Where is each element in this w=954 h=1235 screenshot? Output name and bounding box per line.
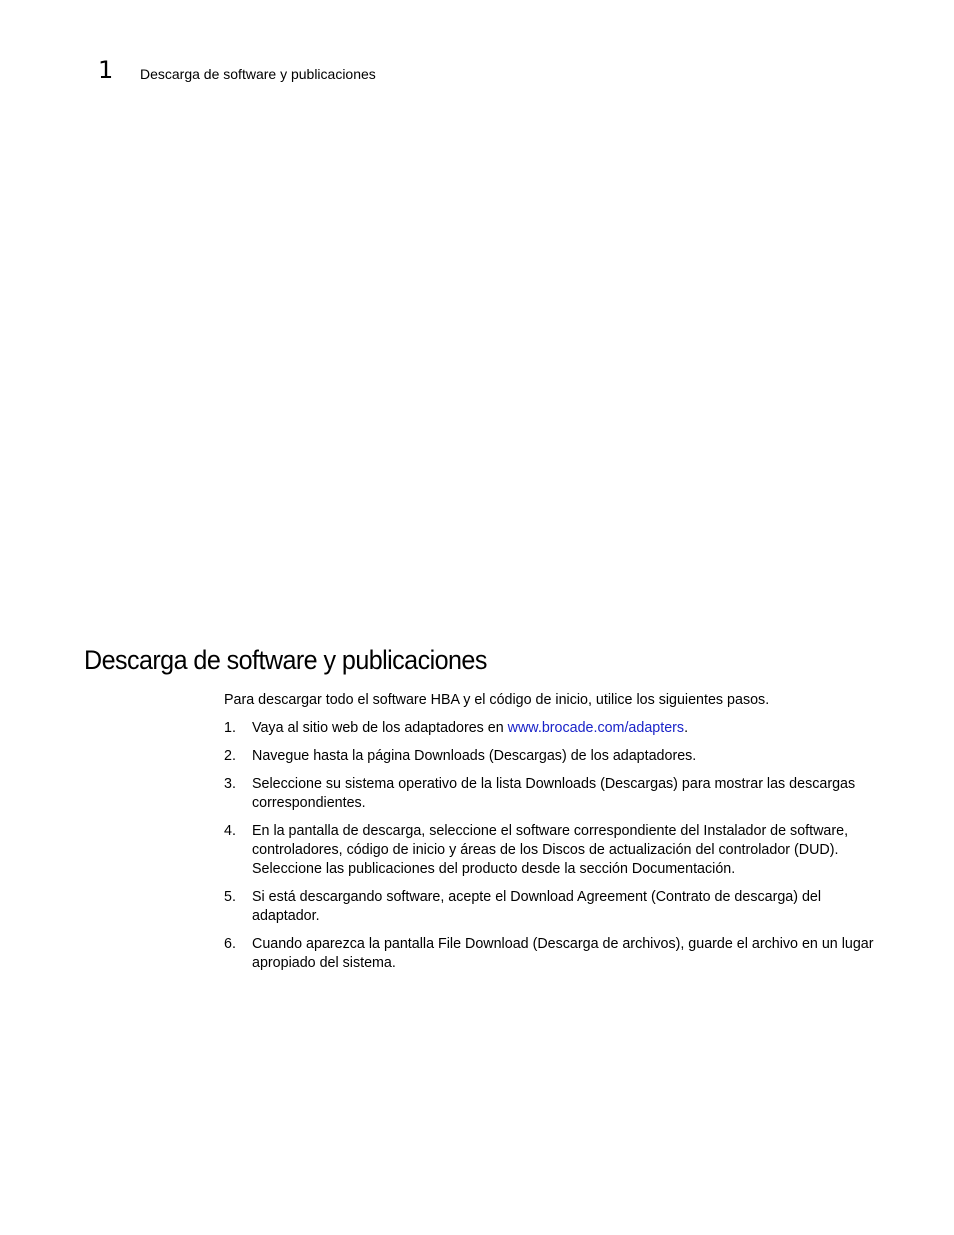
step-text-end: . <box>684 720 689 736</box>
ui-term-downloads: Downloads <box>414 748 485 764</box>
list-item-step-1 <box>224 719 874 738</box>
section-body <box>224 691 874 982</box>
ui-term-file-download: File Download <box>438 936 529 952</box>
step-number: 3. <box>224 776 236 792</box>
step-number: 4. <box>224 823 236 839</box>
list-item-step-5 <box>224 888 874 926</box>
step-text: Vaya al sitio web de los adaptadores en <box>252 720 508 736</box>
step-number: 2. <box>224 748 236 764</box>
section-title: Descarga de software y publicaciones <box>84 645 487 675</box>
running-header-title: Descarga de software y publicaciones <box>140 66 376 82</box>
step-number: 1. <box>224 720 236 736</box>
ui-term-downloads: Downloads <box>525 776 597 792</box>
ui-term-download-agreement: Download Agreement <box>510 889 647 905</box>
step-text: Seleccione su sistema operativo de la lista <box>252 776 526 792</box>
steps-list <box>224 719 874 973</box>
step-text-end: (Descarga de archivos), guarde el archivo en un lugar apropiado del sistema. <box>252 936 874 971</box>
step-text: Cuando aparezca la pantalla <box>252 936 438 952</box>
list-item-step-4 <box>224 822 874 879</box>
list-item-step-3 <box>224 775 874 813</box>
step-text-end: (Descargas) de los adaptadores. <box>484 748 697 764</box>
chapter-number: 1 <box>98 56 114 84</box>
list-item-step-2 <box>224 747 874 766</box>
step-text-end: (Descargas) para mostrar las descargas correspondientes. <box>252 776 856 811</box>
step-number: 5. <box>224 889 236 905</box>
step-text: En la pantalla de descarga, seleccione el software correspondiente del Instalador de software, controladores, código de inicio y áreas de los Discos de actualización del controlador (DUD). Seleccione las publicaciones del producto desde la sección Documentación. <box>252 823 849 877</box>
intro-paragraph: Para descargar todo el software HBA y el código de inicio, utilice los siguientes pasos. <box>224 692 770 708</box>
step-text-end: (Contrato de descarga) del adaptador. <box>252 889 822 924</box>
list-item-step-6 <box>224 935 874 973</box>
step-text: Si está descargando software, acepte el <box>252 889 511 905</box>
adapters-website-link[interactable]: www.brocade.com/adapters <box>507 720 685 736</box>
step-number: 6. <box>224 936 236 952</box>
step-text: Navegue hasta la página <box>252 748 415 764</box>
